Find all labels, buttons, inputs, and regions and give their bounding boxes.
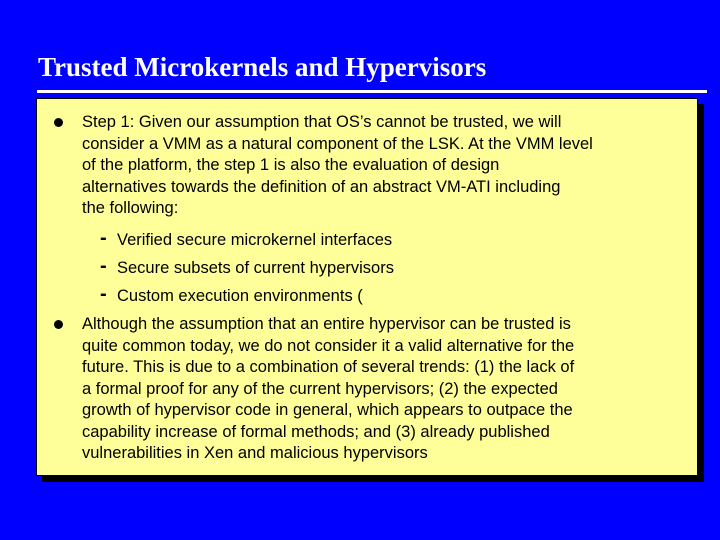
bullet-dot-icon [54, 118, 63, 127]
sub-item-label: Custom execution environments ( [117, 287, 363, 305]
bullet-hypervisor-trust-text: Although the assumption that an entire hypervisor can be trusted is quite common today, we do not consider it a valid alternative for the future. This is due to a combination of several trends: (1) the lack of a formal proof for any of the current hypervisors; (2) the expected growth of hypervisor code in general, which appears to outpace the capability increase of formal methods; and (3) already published vulnerabilities in Xen and malicious hypervisors [82, 315, 575, 462]
title-underline [37, 90, 707, 93]
sub-item-custom-environments [100, 283, 620, 308]
sub-item-hypervisor-subsets [100, 255, 620, 280]
bullet-hypervisor-trust [44, 314, 684, 465]
dash-icon: - [100, 255, 107, 277]
dash-icon: - [100, 283, 107, 305]
dash-icon: - [100, 227, 107, 249]
sub-item-microkernel [100, 227, 620, 252]
sub-item-label: Secure subsets of current hypervisors [117, 259, 394, 277]
bullet-dot-icon [54, 320, 63, 329]
sub-item-label: Verified secure microkernel interfaces [117, 231, 393, 249]
bullet-step-1 [44, 112, 684, 220]
bullet-step-1-text: Step 1: Given our assumption that OS’s cannot be trusted, we will consider a VMM as a natural component of the LSK. At the VMM level of the platform, the step 1 is also the evaluation of design alternatives towards the definition of an abstract VM-ATI including the following: [82, 113, 593, 217]
slide-title: Trusted Microkernels and Hypervisors [38, 52, 487, 82]
